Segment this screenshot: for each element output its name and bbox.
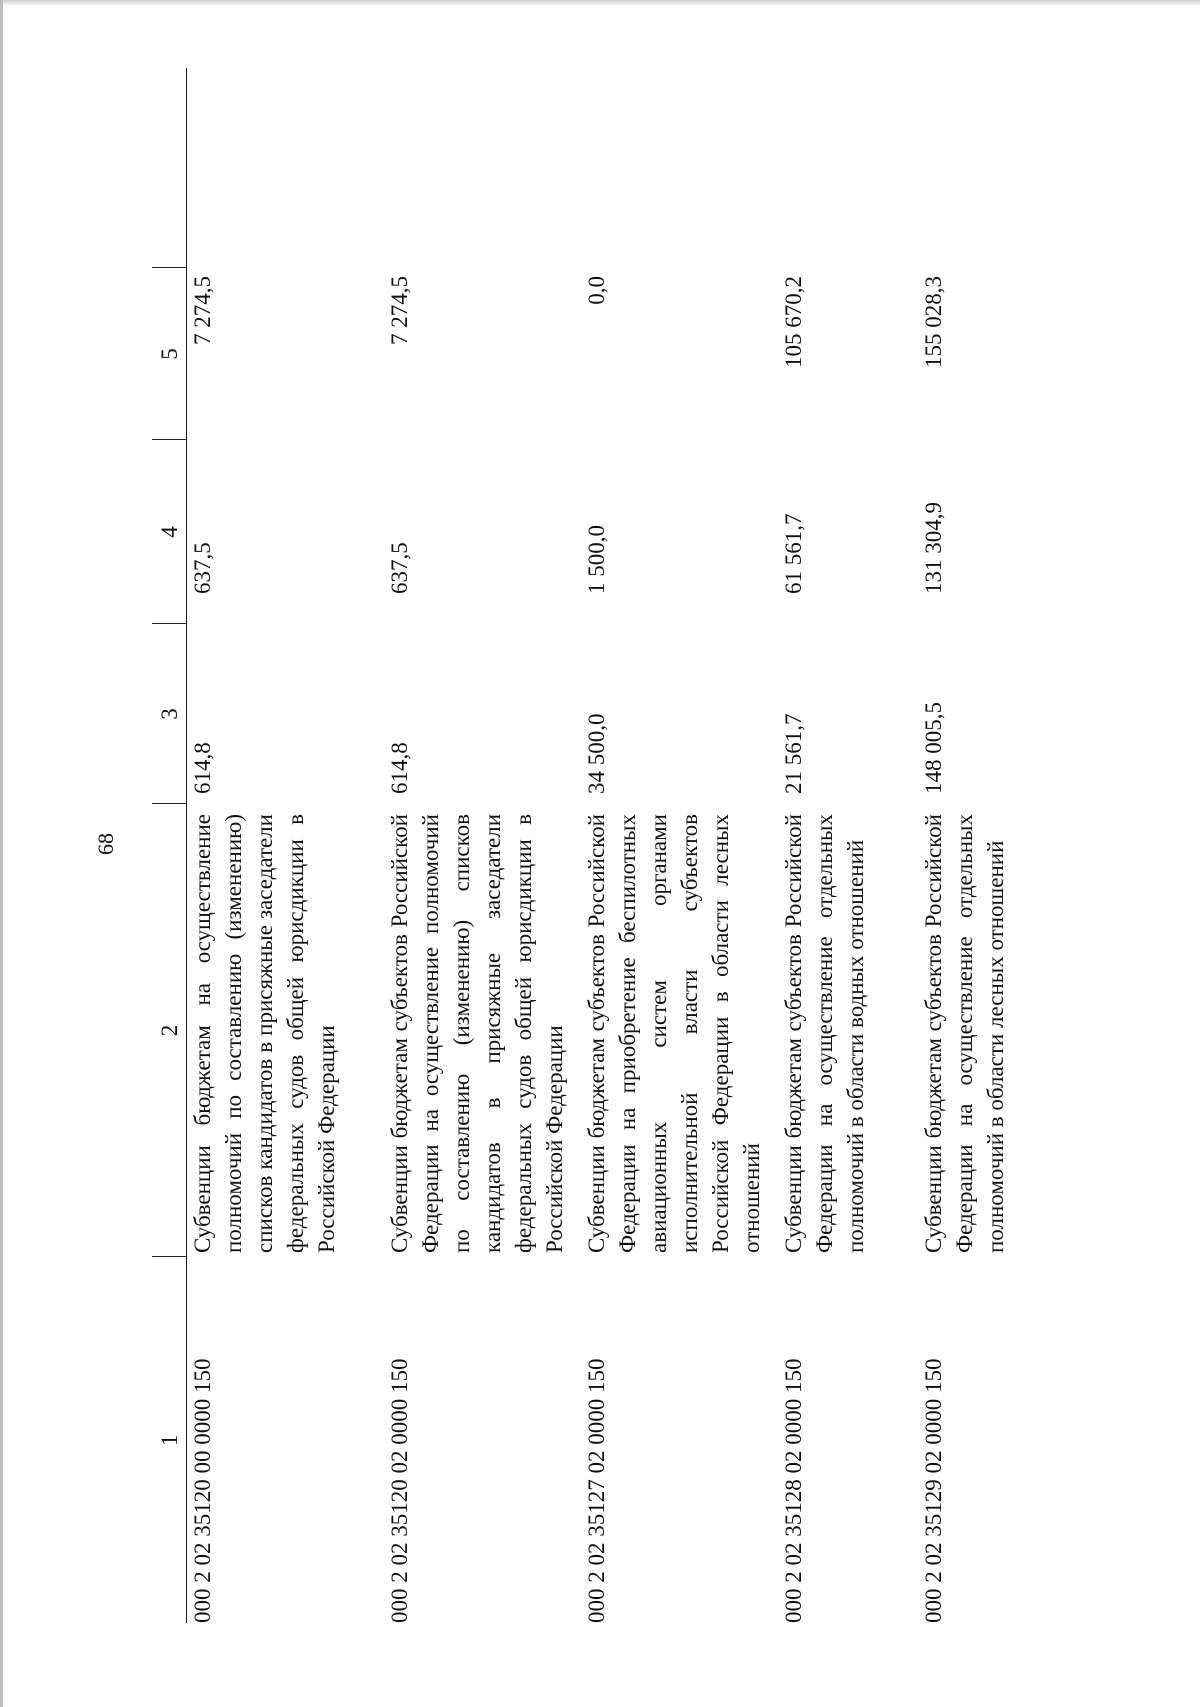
table-row <box>384 68 581 1623</box>
header-col-2: 2 <box>152 804 187 1257</box>
table-row <box>581 68 778 1623</box>
row-name <box>918 804 1038 1257</box>
table-row <box>918 68 1038 1623</box>
row-col5: 7 274,5 <box>190 276 215 345</box>
row-col5: 0,0 <box>583 276 609 305</box>
row-col4: 1 500,0 <box>583 525 609 594</box>
table-row <box>778 68 918 1623</box>
header-row <box>152 68 187 1623</box>
row-col3: 21 561,7 <box>780 713 806 794</box>
row-spacer <box>187 68 384 268</box>
header-col-3: 3 <box>152 624 187 804</box>
row-col3: 614,8 <box>190 742 215 794</box>
row-spacer <box>581 68 778 268</box>
row-code: 000 2 02 35120 00 0000 150 <box>190 1358 215 1623</box>
table-row <box>187 68 384 1623</box>
scan-edge <box>0 0 1200 6</box>
header-spacer <box>152 68 187 268</box>
row-name <box>384 804 581 1257</box>
row-col4: 131 304,9 <box>920 502 946 594</box>
row-spacer <box>778 68 918 268</box>
row-name-text: Субвенции бюджетам субъектов Российской Федерации на приобретение беспилотных авиационных систем органами исполнительной власти субъектов Российской Федерации в области лесных отношений <box>583 814 764 1253</box>
row-name <box>187 804 384 1257</box>
row-name-text: Субвенции бюджетам на осуществление полномочий по составлению (изменению) списков кандидатов в присяжные заседатели федеральных судов общей юрисдикции в Российской Федерации <box>190 814 339 1253</box>
row-name-text: Субвенции бюджетам субъектов Российской Федерации на осуществление отдельных полномочий в области водных отношений <box>780 814 868 1253</box>
row-col5: 7 274,5 <box>386 276 412 345</box>
scan-edge-left <box>0 0 3 1707</box>
row-col3: 614,8 <box>386 742 412 794</box>
row-spacer <box>384 68 581 268</box>
row-code: 000 2 02 35128 02 0000 150 <box>780 1358 806 1623</box>
header-col-4: 4 <box>152 440 187 624</box>
row-col3: 34 500,0 <box>583 713 609 794</box>
row-col5: 155 028,3 <box>920 276 946 368</box>
page-number: 68 <box>93 833 118 855</box>
row-name-text: Субвенции бюджетам субъектов Российской Федерации на осуществление полномочий по составлению (изменению) списков кандидатов в присяжные заседатели федеральных судов общей юрисдикции в Российской Федерации <box>386 814 567 1253</box>
header-col-5: 5 <box>152 268 187 440</box>
row-code: 000 2 02 35127 02 0000 150 <box>583 1358 609 1623</box>
row-name <box>581 804 778 1257</box>
row-code: 000 2 02 35129 02 0000 150 <box>920 1358 946 1623</box>
row-col4: 637,5 <box>386 542 412 594</box>
header-col-1: 1 <box>152 1257 187 1623</box>
table-header <box>152 68 187 1623</box>
row-name <box>778 804 918 1257</box>
row-col4: 61 561,7 <box>780 513 806 594</box>
table-body <box>187 68 1038 1623</box>
row-code: 000 2 02 35120 02 0000 150 <box>386 1358 412 1623</box>
row-col3: 148 005,5 <box>920 702 946 794</box>
row-col4: 637,5 <box>190 542 215 594</box>
row-name-text: Субвенции бюджетам субъектов Российской Федерации на осуществление отдельных полномочий в области лесных отношений <box>920 814 1008 1253</box>
row-spacer <box>918 68 1038 268</box>
row-col5: 105 670,2 <box>780 276 806 368</box>
rotated-table-container <box>152 68 1008 1623</box>
budget-table <box>152 68 1038 1623</box>
